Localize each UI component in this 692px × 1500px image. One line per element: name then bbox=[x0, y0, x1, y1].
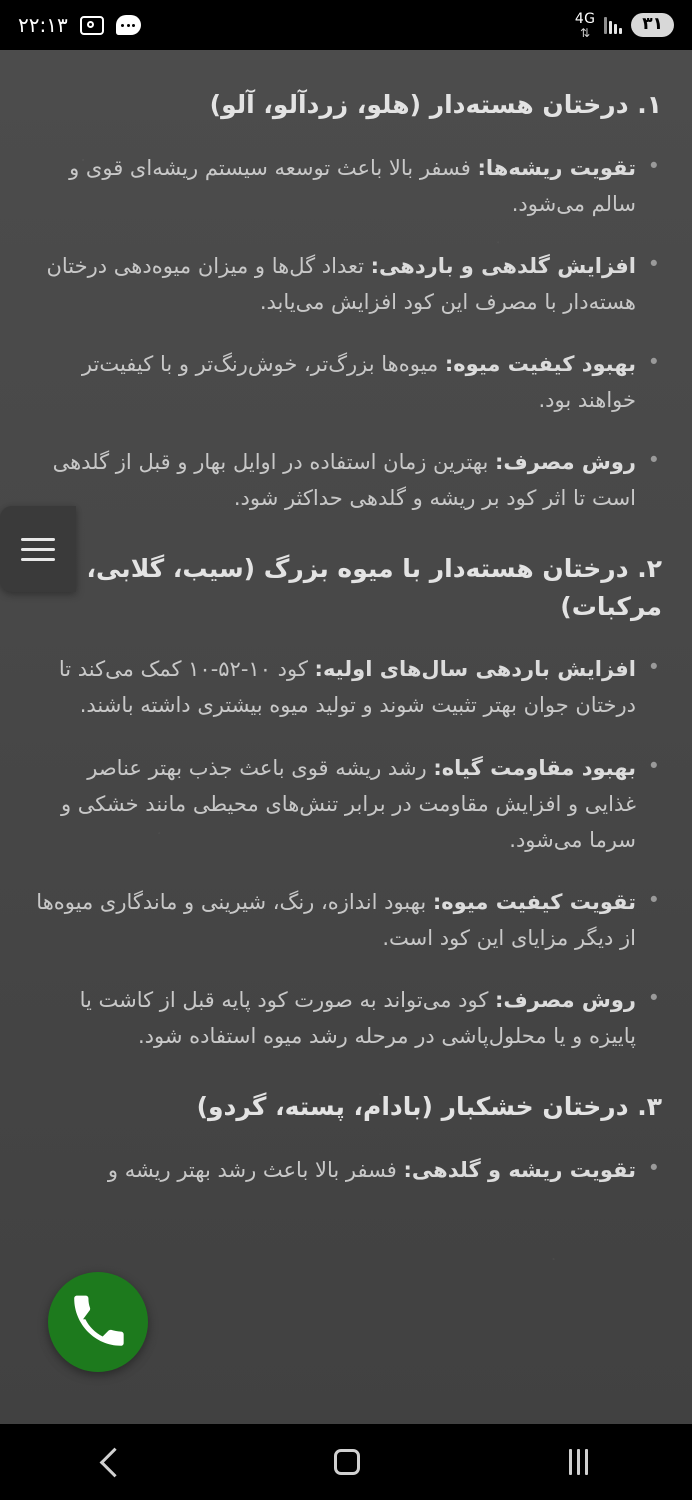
status-bar-right bbox=[18, 13, 141, 37]
screen-record-icon bbox=[80, 16, 104, 35]
list-item bbox=[30, 982, 662, 1054]
signal-bars-icon bbox=[604, 17, 622, 34]
system-navigation-bar bbox=[0, 1424, 692, 1500]
list-item-lead: تقویت ریشه و گلدهی: bbox=[403, 1157, 636, 1182]
section-1-list bbox=[30, 150, 662, 517]
section-1-title: ۱. درختان هسته‌دار (هلو، زردآلو، آلو) bbox=[209, 90, 662, 119]
list-item-lead: بهبود مقاومت گیاه: bbox=[433, 755, 636, 780]
network-indicator bbox=[575, 12, 595, 39]
list-item bbox=[30, 346, 662, 418]
home-icon[interactable] bbox=[334, 1449, 360, 1475]
list-item bbox=[30, 150, 662, 222]
section-2-title: ۲. درختان هسته‌دار با میوه بزرگ (سیب، گلابی، مرکبات) bbox=[86, 554, 662, 621]
network-type-label: 4G bbox=[574, 10, 596, 27]
list-item-lead: روش مصرف: bbox=[495, 450, 636, 475]
list-item-lead: روش مصرف: bbox=[495, 988, 636, 1013]
list-item-text: فسفر بالا باعث رشد بهتر ریشه و bbox=[107, 1157, 404, 1182]
chat-bubble-icon bbox=[116, 15, 141, 35]
list-item-lead: افزایش باردهی سال‌های اولیه: bbox=[314, 657, 636, 682]
list-item bbox=[30, 1152, 662, 1188]
list-item-text: بهبود اندازه، رنگ، شیرینی و ماندگاری میوه‌ها از دیگر مزایای این کود است. bbox=[36, 889, 636, 951]
floating-call-button[interactable] bbox=[48, 1272, 148, 1372]
list-item-text: میوه‌ها بزرگ‌تر، خوش‌رنگ‌تر و با کیفیت‌تر خواهند بود. bbox=[81, 351, 636, 413]
article-scroll-area[interactable] bbox=[0, 50, 692, 1424]
list-item-text: کود می‌تواند به صورت کود پایه قبل از کاشت یا پاییزه و یا محلول‌پاشی در مرحله رشد میوه استفاده شود. bbox=[79, 988, 636, 1049]
back-icon[interactable] bbox=[100, 1447, 130, 1477]
list-item bbox=[30, 750, 662, 858]
list-item bbox=[30, 444, 662, 516]
clock: ۲۲:۱۳ bbox=[18, 13, 68, 37]
status-bar bbox=[0, 0, 692, 50]
data-transfer-icon: ⇅ bbox=[580, 25, 591, 40]
list-item bbox=[30, 884, 662, 956]
section-3-list bbox=[30, 1152, 662, 1188]
list-item-text: رشد ریشه قوی باعث جذب بهتر عناصر غذایی و افزایش مقاومت در برابر تنش‌های محیطی مانند خشکی و سرما می‌شود. bbox=[60, 755, 636, 852]
phone-call-icon bbox=[70, 1294, 126, 1350]
list-item-text: بهترین زمان استفاده در اوایل بهار و قبل از گلدهی است تا اثر کود بر ریشه و گلدهی حداکثر شود. bbox=[52, 450, 636, 511]
list-item-text: کود ۱۰-۵۲-۱۰ کمک می‌کند تا درختان جوان بهتر تثبیت شوند و تولید میوه بیشتری داشته باشند. bbox=[58, 657, 636, 718]
floating-menu-button[interactable] bbox=[0, 506, 76, 592]
section-2-list bbox=[30, 651, 662, 1054]
list-item-lead: تقویت کیفیت میوه: bbox=[432, 889, 636, 914]
list-item-lead: بهبود کیفیت میوه: bbox=[444, 351, 636, 376]
list-item-text: تعداد گل‌ها و میزان میوه‌دهی درختان هسته‌دار با مصرف این کود افزایش می‌یابد. bbox=[46, 253, 636, 314]
article-body bbox=[0, 50, 692, 1424]
list-item-lead: افزایش گلدهی و باردهی: bbox=[370, 253, 636, 278]
recents-icon[interactable] bbox=[569, 1449, 588, 1475]
section-3-title: ۳. درختان خشکبار (بادام، پسته، گردو) bbox=[196, 1092, 662, 1122]
list-item bbox=[30, 651, 662, 723]
list-item-lead: تقویت ریشه‌ها: bbox=[477, 155, 636, 180]
battery-percentage: ۳۱ bbox=[631, 13, 674, 37]
hamburger-menu-icon bbox=[21, 538, 55, 561]
list-item-text: فسفر بالا باعث توسعه سیستم ریشه‌ای قوی و سالم می‌شود. bbox=[69, 155, 636, 216]
status-bar-left bbox=[575, 12, 674, 39]
list-item bbox=[30, 248, 662, 320]
